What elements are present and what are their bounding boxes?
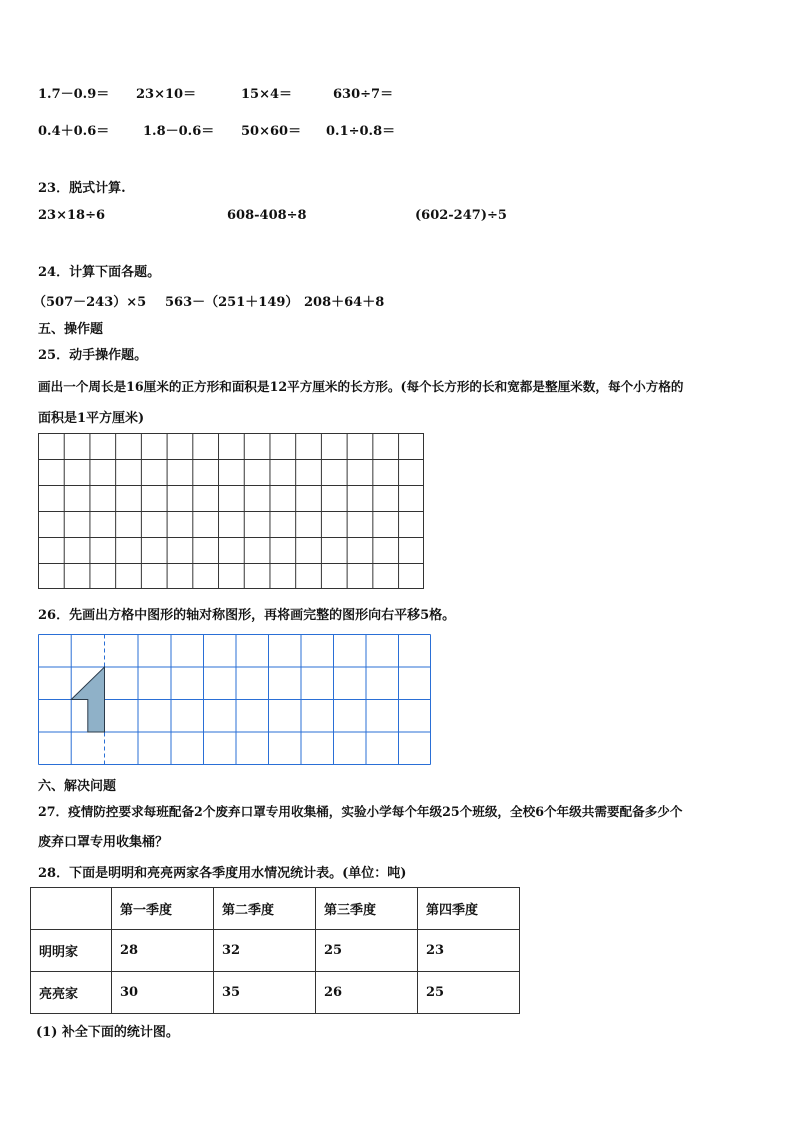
table-header-cell: 第三季度 (316, 888, 418, 930)
q23-item: 608-408÷8 (227, 208, 307, 223)
q27-text: 废弃口罩专用收集桶？ (38, 835, 169, 850)
q25-text: 面积是1平方厘米) (38, 411, 145, 426)
oral-item: 0.4＋0.6＝ (38, 124, 110, 139)
table-cell: 23 (418, 930, 520, 972)
table-row (31, 972, 520, 1014)
q27-text: 27．疫情防控要求每班配备2个废弃口罩专用收集桶，实验小学每个年级25个班级，全校6个年级共需要配备多少个 (38, 804, 683, 819)
oral-item: 0.1÷0.8＝ (326, 124, 396, 139)
drawing-grid[interactable] (38, 433, 424, 589)
table-cell: 26 (316, 972, 418, 1014)
table-header-cell: 第四季度 (418, 888, 520, 930)
oral-item: 1.8－0.6＝ (143, 124, 215, 139)
q24-item: 208＋64＋8 (304, 295, 385, 310)
table-cell: 25 (418, 972, 520, 1014)
table-cell: 35 (214, 972, 316, 1014)
q25-text: 画出一个周长是16厘米的正方形和面积是12平方厘米的长方形。(每个长方形的长和宽都是整厘米数，每个小方格的 (38, 379, 684, 394)
section-heading: 五、操作题 (38, 322, 104, 337)
q24-title: 24．计算下面各题。 (38, 265, 161, 280)
table-row (31, 930, 520, 972)
table-header-row (31, 888, 520, 930)
symmetry-grid[interactable] (38, 634, 432, 766)
row-label: 亮亮家 (31, 972, 112, 1014)
table-cell: 32 (214, 930, 316, 972)
q25-title: 25．动手操作题。 (38, 348, 148, 363)
given-shape (71, 667, 104, 732)
section-heading: 六、解决问题 (38, 779, 117, 794)
table-header-cell: 第一季度 (112, 888, 214, 930)
table-corner-cell (31, 888, 112, 930)
q23-item: 23×18÷6 (38, 208, 106, 223)
table-header-cell: 第二季度 (214, 888, 316, 930)
water-usage-table (30, 887, 520, 1014)
table-cell: 25 (316, 930, 418, 972)
oral-item: 15×4＝ (241, 87, 293, 102)
q24-item: 563－（251＋149） (165, 295, 299, 310)
q28-subquestion: (1) 补全下面的统计图。 (36, 1025, 179, 1040)
q28-title: 28．下面是明明和亮亮两家各季度用水情况统计表。(单位：吨) (38, 866, 407, 881)
table-cell: 28 (112, 930, 214, 972)
q24-item: （507－243）×5 (33, 295, 147, 310)
row-label: 明明家 (31, 930, 112, 972)
oral-item: 23×10＝ (136, 87, 197, 102)
oral-item: 630÷7＝ (333, 87, 394, 102)
q23-title: 23．脱式计算. (38, 181, 126, 196)
oral-item: 50×60＝ (241, 124, 302, 139)
q23-item: (602-247)÷5 (415, 208, 507, 223)
table-cell: 30 (112, 972, 214, 1014)
oral-item: 1.7－0.9＝ (38, 87, 110, 102)
q26-title: 26．先画出方格中图形的轴对称图形，再将画完整的图形向右平移5格。 (38, 608, 456, 623)
